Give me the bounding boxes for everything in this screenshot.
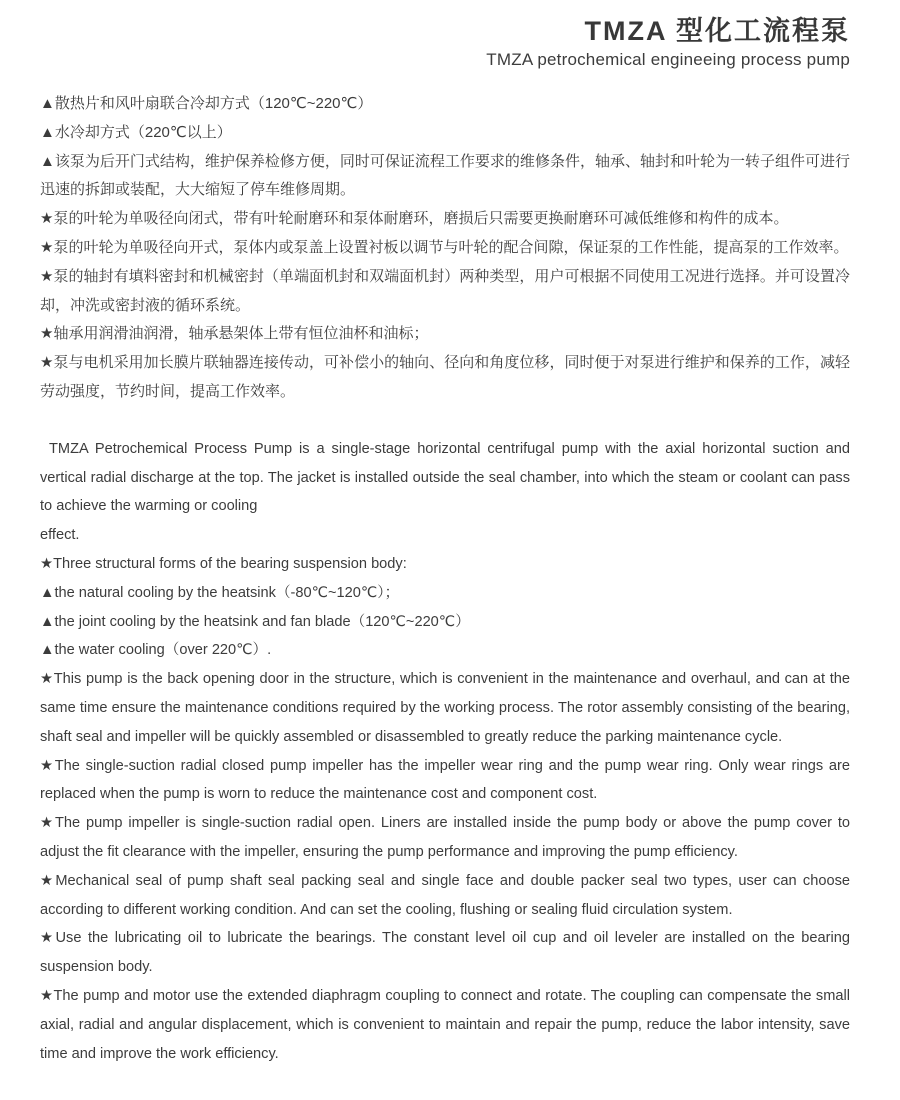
star-bullet-icon: ★ [40, 354, 54, 372]
paragraph-text: The pump impeller is single-suction radial open. Liners are installed inside the pump body or above the pump cover to adjust the fit clearance with the impeller, ensuring the pump performance and improving the pump efficiency. [40, 815, 851, 860]
paragraph-text: the joint cooling by the heatsink and fan blade（120℃~220℃） [54, 613, 470, 630]
star-bullet-icon: ★ [40, 815, 55, 832]
paragraph-text: Use the lubricating oil to lubricate the bearings. The constant level oil cup and oil leveler are installed on the bearing suspension body. [40, 930, 850, 976]
page-title-chinese: TMZA 型化工流程泵 [584, 16, 850, 46]
star-bullet-icon: ★ [40, 267, 54, 285]
paragraph-text: the water cooling（over 220℃）. [54, 642, 272, 659]
paragraph-line [40, 148, 850, 206]
paragraph-line [40, 435, 850, 521]
english-description-section [40, 435, 850, 1069]
paragraph-line [40, 579, 850, 608]
triangle-bullet-icon: ▲ [40, 123, 55, 141]
paragraph-text: 轴承用润滑油润滑，轴承悬架体上带有恒位油杯和油标； [53, 325, 429, 343]
star-bullet-icon: ★ [40, 987, 54, 1004]
paragraph-text: the natural cooling by the heatsink（-80℃~120℃）； [54, 584, 400, 601]
paragraph-line [40, 234, 850, 263]
paragraph-line [40, 867, 850, 925]
paragraph-text: 泵的叶轮为单吸径向开式，泵体内或泵盖上设置衬板以调节与叶轮的配合间隙，保证泵的工作性能，提高泵的工作效率。 [53, 238, 849, 256]
paragraph-line [40, 752, 850, 810]
paragraph-line [40, 809, 850, 867]
star-bullet-icon: ★ [40, 238, 54, 256]
paragraph-text: This pump is the back opening door in the structure, which is convenient in the maintenance and overhaul, and can at the same time ensure the maintenance conditions required by the working process. The rotor assembly consisting of the bearing, shaft seal and impeller will be quickly assembled or disassembled to greatly reduce the parking maintenance cycle. [40, 671, 850, 745]
star-bullet-icon: ★ [40, 555, 54, 572]
star-bullet-icon: ★ [40, 210, 54, 228]
paragraph-text: 泵的轴封有填料密封和机械密封（单端面机封和双端面机封）两种类型，用户可根据不同使用工况进行选择。并可设置冷却，冲洗或密封液的循环系统。 [40, 267, 850, 314]
paragraph-line [40, 119, 850, 148]
paragraph-line [40, 263, 850, 321]
triangle-bullet-icon: ▲ [40, 95, 55, 112]
paragraph-line [40, 205, 850, 234]
paragraph-line [40, 665, 850, 751]
page-header [0, 0, 900, 70]
star-bullet-icon: ★ [40, 671, 54, 688]
paragraph-line [40, 550, 850, 579]
paragraph-line [40, 608, 850, 637]
triangle-bullet-icon: ▲ [40, 642, 55, 659]
paragraph-line [40, 90, 850, 119]
paragraph-line [40, 349, 850, 407]
paragraph-line [40, 982, 850, 1068]
paragraph-text: The single-suction radial closed pump impeller has the impeller wear ring and the pump wear ring. Only wear rings are replaced when the pump is worn to reduce the maintenance cost and component cost. [40, 757, 850, 803]
paragraph-text: 泵的叶轮为单吸径向闭式，带有叶轮耐磨环和泵体耐磨环，磨损后只需要更换耐磨环可减低维修和构件的成本。 [53, 210, 789, 228]
paragraph-text: Mechanical seal of pump shaft seal packing seal and single face and double packer seal two types, user can choose according to different working condition. And can set the cooling, flushing or sealing fluid circulation system. [40, 872, 850, 918]
triangle-bullet-icon: ▲ [40, 584, 55, 601]
page-content [0, 70, 900, 1068]
paragraph-text: 该泵为后开门式结构，维护保养检修方便，同时可保证流程工作要求的维修条件，轴承、轴封和叶轮为一转子组件可进行迅速的拆卸或装配，大大缩短了停车维修周期。 [40, 152, 850, 199]
paragraph-line [40, 636, 850, 665]
paragraph-line [40, 320, 850, 349]
paragraph-text: Three structural forms of the bearing suspension body: [53, 555, 407, 572]
paragraph-text: 水冷却方式（220℃以上） [54, 123, 232, 141]
paragraph-text: effect. [40, 527, 80, 544]
triangle-bullet-icon: ▲ [40, 152, 55, 170]
star-bullet-icon: ★ [40, 757, 55, 774]
paragraph-line [40, 521, 850, 550]
paragraph-line [40, 924, 850, 982]
chinese-features-section [40, 90, 850, 407]
page-subtitle-english: TMZA petrochemical engineeing process pump [486, 50, 850, 69]
star-bullet-icon: ★ [40, 325, 54, 343]
paragraph-text: 散热片和风叶扇联合冷却方式（120℃~220℃） [54, 95, 373, 112]
paragraph-text: The pump and motor use the extended diaphragm coupling to connect and rotate. The coupling can compensate the small axial, radial and angular displacement, which is convenient to maintain and repair the pump, reduce the labor intensity, save time and improve the work efficiency. [40, 987, 850, 1062]
paragraph-text: 泵与电机采用加长膜片联轴器连接传动，可补偿小的轴向、径向和角度位移，同时便于对泵进行维护和保养的工作，减轻劳动强度，节约时间，提高工作效率。 [40, 354, 850, 400]
paragraph-text: TMZA Petrochemical Process Pump is a single-stage horizontal centrifugal pump with the axial horizontal suction and vertical radial discharge at the top. The jacket is installed outside the seal chamber, into which the steam or coolant can pass to achieve the warming or cooling [40, 440, 850, 515]
star-bullet-icon: ★ [40, 930, 56, 947]
star-bullet-icon: ★ [40, 872, 56, 889]
triangle-bullet-icon: ▲ [40, 613, 55, 630]
